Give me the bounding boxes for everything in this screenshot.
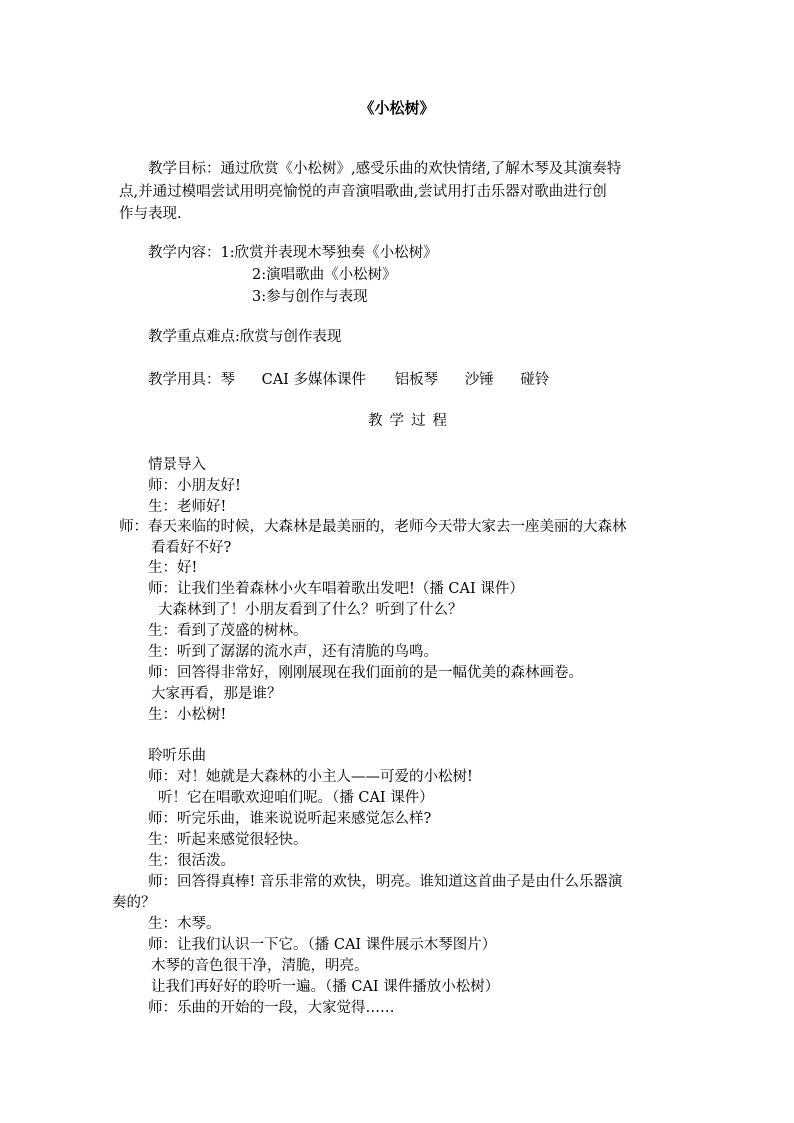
objective-line-2: 点,并通过模唱尝试用明亮愉悦的声音演唱歌曲,尝试用打击乐器对歌曲进行创 <box>119 184 607 200</box>
objective-line-1: 教学目标：通过欣赏《小松树》,感受乐曲的欢快情绪,了解木琴及其演奏特 <box>148 161 622 177</box>
document-title: 《小松树》 <box>359 99 435 117</box>
dialogue-line: 生：很活泼。 <box>148 853 235 869</box>
dialogue-line: 师：乐曲的开始的一段，大家觉得…… <box>148 1000 395 1016</box>
content-item-3: 3:参与创作与表现 <box>252 289 368 305</box>
dialogue-line: 生：听到了潺潺的流水声，还有清脆的鸟鸣。 <box>148 644 438 660</box>
tool-item: 碰铃 <box>520 372 550 388</box>
tool-item: 沙锤 <box>464 372 494 388</box>
dialogue-line: 生：看到了茂盛的树林。 <box>148 623 308 639</box>
dialogue-line: 生：小松树! <box>148 707 227 723</box>
dialogue-line: 师：小朋友好! <box>148 478 241 494</box>
dialogue-line: 让我们再好好的聆听一遍。（播 CAI 课件播放小松树） <box>151 979 500 995</box>
content-item-2: 2:演唱歌曲《小松树》 <box>252 267 397 283</box>
tools-label: 教学用具：琴 <box>148 372 235 388</box>
process-heading: 教学过程 <box>368 413 454 429</box>
dialogue-line: 大森林到了！小朋友看到了什么？听到了什么？ <box>158 602 463 618</box>
dialogue-line: 师：春天来临的时候，大森林是最美丽的，老师今天带大家去一座美丽的大森林 <box>119 519 627 535</box>
dialogue-line: 大家再看，那是谁？ <box>151 686 282 702</box>
dialogue-line: 师：对！她就是大森林的小主人——可爱的小松树! <box>148 769 473 785</box>
dialogue-line: 师：让我们认识一下它。（播 CAI 课件展示木琴图片） <box>148 937 497 953</box>
tool-item: CAI 多媒体课件 <box>261 372 367 388</box>
dialogue-line: 师：回答得非常好，刚刚展现在我们面前的是一幅优美的森林画卷。 <box>148 665 583 681</box>
dialogue-line: 听！它在唱歌欢迎咱们呢。（播 CAI 课件） <box>158 790 434 806</box>
section-heading-listen: 聆听乐曲 <box>148 748 206 764</box>
teaching-tools <box>148 370 549 390</box>
dialogue-line: 生：听起来感觉很轻快。 <box>148 832 308 848</box>
dialogue-line: 生：老师好! <box>148 499 227 515</box>
dialogue-line: 生：好! <box>148 560 198 576</box>
dialogue-line: 生：木琴。 <box>148 916 221 932</box>
dialogue-line: 木琴的音色很干净，清脆，明亮。 <box>151 958 369 974</box>
dialogue-line: 师：让我们坐着森林小火车唱着歌出发吧!（播 CAI 课件） <box>148 581 524 597</box>
content-item-1: 教学内容：1:欣赏并表现木琴独奏《小松树》 <box>148 245 438 261</box>
key-points: 教学重点难点:欣赏与创作表现 <box>148 329 342 345</box>
section-heading-intro: 情景导入 <box>148 457 206 473</box>
dialogue-line: 奏的？ <box>112 895 156 911</box>
tool-item: 铝板琴 <box>394 372 439 388</box>
dialogue-line: 师：回答得真棒! 音乐非常的欢快，明亮。谁知道这首曲子是由什么乐器演 <box>148 874 623 890</box>
objective-line-3: 作与表现. <box>119 206 182 222</box>
dialogue-line: 师：听完乐曲，谁来说说听起来感觉怎么样? <box>148 811 432 827</box>
dialogue-line: 看看好不好? <box>151 540 232 556</box>
